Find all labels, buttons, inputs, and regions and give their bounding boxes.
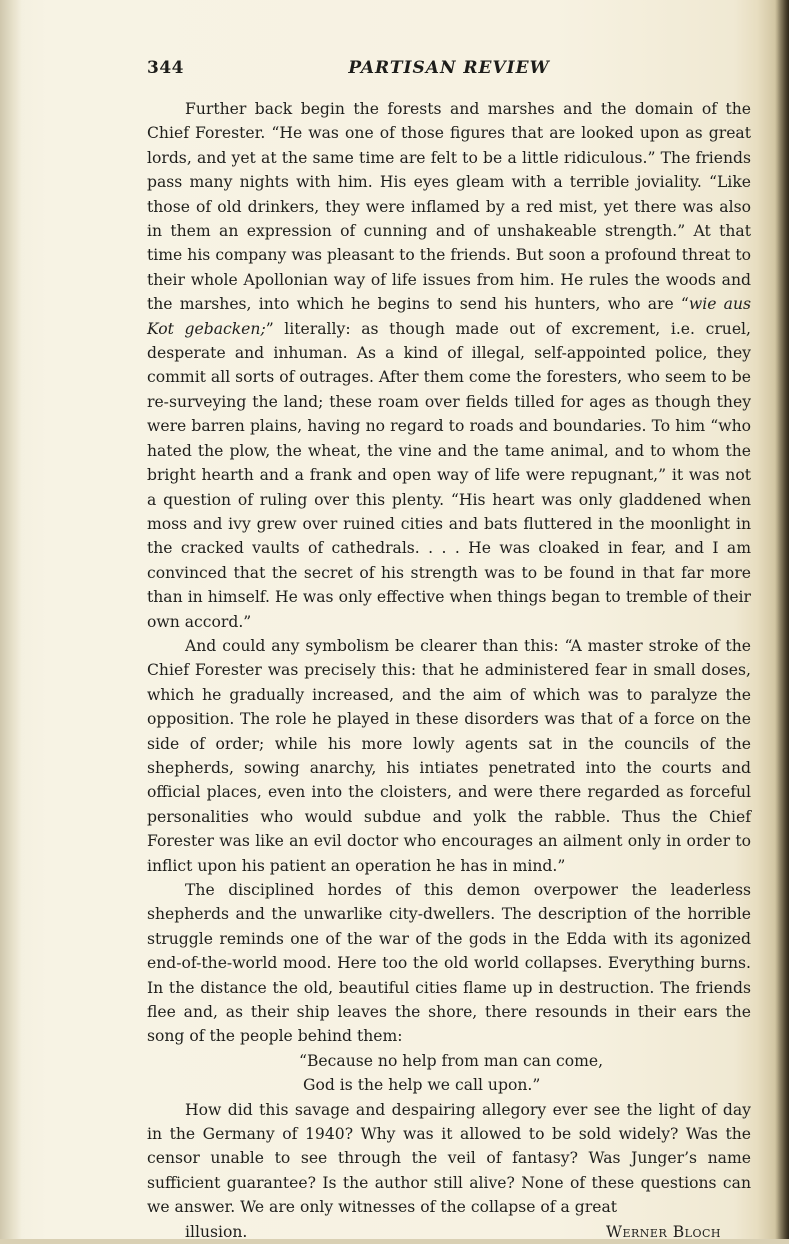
paragraph-final-line	[147, 1220, 751, 1244]
paragraph-hordes: The disciplined hordes of this demon overpower the leaderless shepherds and the unwarlike city-dwellers. The description of the horrible struggle reminds one of the war of the gods in the Edda with its agonized end-of-the-world mood. Here too the old world collapses. Everything burns. In the distance the old, beautiful cities flame up in destruction. The friends flee and, as their ship leaves the shore, there resounds in their ears the song of the people behind them:	[147, 881, 751, 1046]
author-signature: Werner Bloch	[605, 1222, 721, 1241]
paragraph-conclusion: How did this savage and despairing allegory ever see the light of day in the Germany of 1940? Why was it allowed to be sold widely? Was the censor unable to see through the veil of fantasy? Was Junger’s name sufficient guarantee? Is the author still alive? None of these questions can we answer. We are only witnesses of the collapse of a great	[147, 1100, 751, 1217]
verse-line-1: “Because no help from man can come,	[299, 1051, 604, 1070]
final-word: illusion.	[185, 1222, 248, 1241]
paragraph-chief-forester	[147, 97, 751, 634]
paragraph-symbolism: And could any symbolism be clearer than this: “A master stroke of the Chief Forester was precisely this: that he administered fear in small doses, which he gradually increased, and the aim of which was to paralyze the opposition. The role he played in these disorders was that of a force on the side of order; while his more lowly agents sat in the councils of the shepherds, sowing anarchy, his intiates penetrated into the courts and official places, even into the cloisters, and were there regarded as forceful personalities who would subdue and yolk the rabble. Thus the Chief Forester was like an evil doctor who encourages an ailment only in order to inflict upon his patient an operation he has in mind.”	[147, 636, 751, 875]
german-quote: wie aus Kot gebacken;	[147, 295, 751, 338]
article-body	[147, 97, 751, 1244]
page-header	[147, 58, 751, 86]
page-number: 344	[147, 58, 184, 78]
page-gutter-shadow	[0, 0, 22, 1239]
page-binding-edge	[775, 0, 789, 1239]
verse-line-2: God is the help we call upon.”	[303, 1076, 541, 1095]
running-title: PARTISAN REVIEW	[348, 58, 550, 78]
verse-quote	[147, 1049, 751, 1098]
paragraph-text: Further back begin the forests and marshes and the domain of the Chief Forester. “He was one of those figures that are looked upon as great lords, and yet at the same time are felt to be a little ridiculous.” The friends pass many nights with him. His eyes gleam with a terrible joviality. “Like those of old drinkers, they were inflamed by a red mist, yet there was also in them an expression of cunning and of unshakeable strength.” At that time his company was pleasant to the friends. But soon a profound threat to their whole Apollonian way of life issues from him. He rules the woods and the marshes, into which he begins to send his hunters, who are “	[147, 100, 751, 314]
paragraph-text: ” literally: as though made out of excrement, i.e. cruel, desperate and inhuman. As a kind of illegal, self-appointed police, they commit all sorts of outrages. After them come the foresters, who seem to be re-surveying the land; these roam over fields tilled for ages as though they were barren plains, having no regard to roads and boundaries. To him “who hated the plow, the wheat, the vine and the tame animal, and to whom the bright hearth and a frank and open way of life were repugnant,” it was not a question of ruling over this plenty. “His heart was only gladdened when moss and ivy grew over ruined cities and bats fluttered in the moonlight in the cracked vaults of cathedrals. . . . He was cloaked in fear, and I am convinced that the secret of his strength was to be found in that far more than in himself. He was only effective when things began to tremble of their own accord.”	[147, 319, 752, 631]
